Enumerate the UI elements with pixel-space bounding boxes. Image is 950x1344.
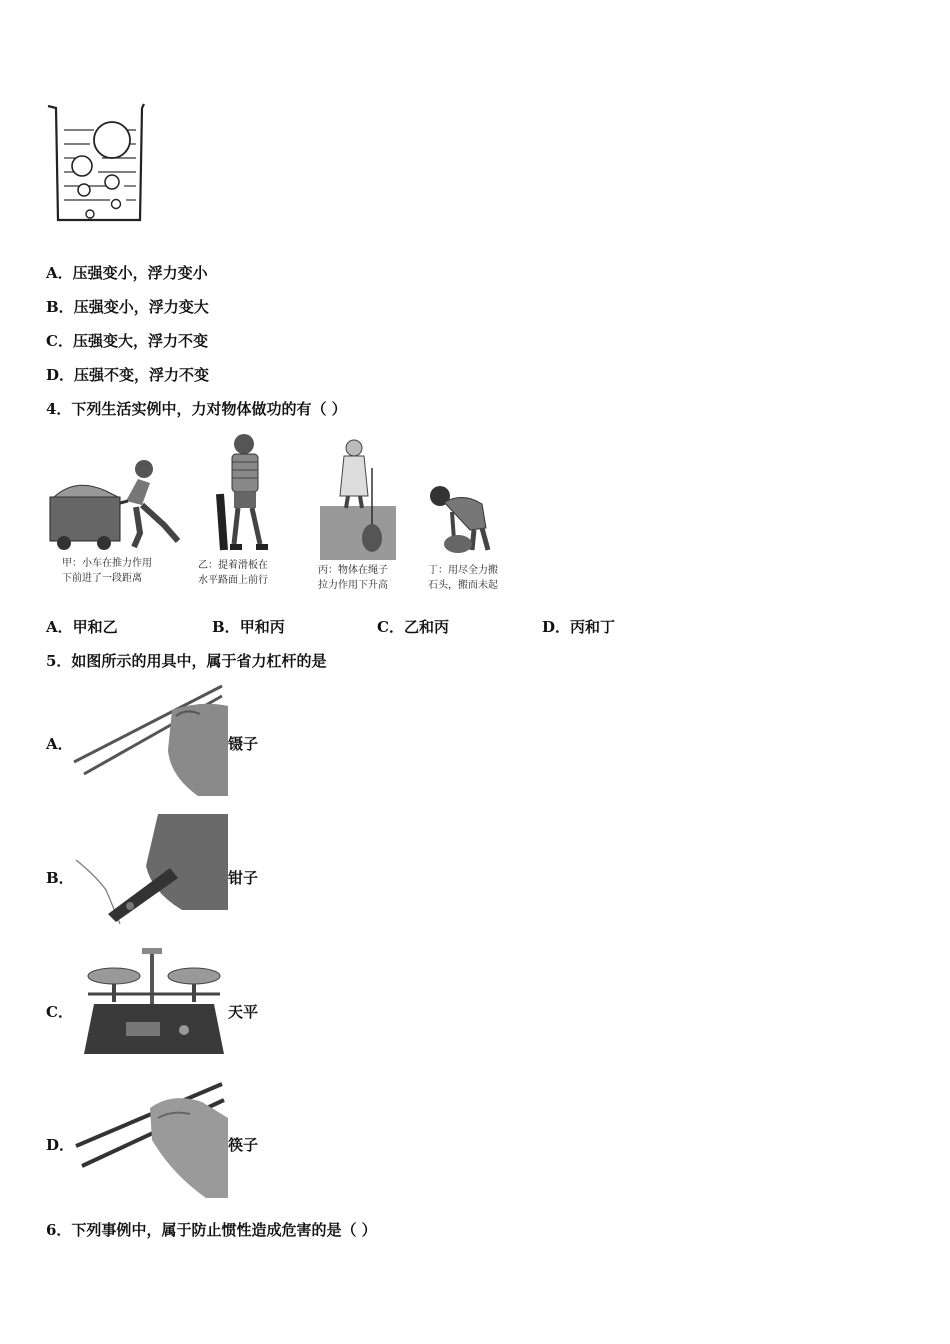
caption-line: 石头，搬而未起 — [428, 580, 498, 591]
option-text: 压强变小，浮力变小 — [72, 264, 208, 282]
option-letter: D． — [46, 366, 75, 384]
chopsticks-photo — [72, 1078, 228, 1198]
option-letter: B． — [46, 298, 74, 316]
cart-push-illustration — [46, 455, 186, 553]
option-text: 乙和丙 — [403, 618, 449, 636]
option-text: 甲和丙 — [239, 618, 285, 636]
q5-option-d-letter: D． — [46, 1136, 75, 1154]
caption-yi — [198, 558, 268, 588]
caption-line: 拉力作用下升高 — [318, 580, 388, 591]
option-letter: C． — [377, 618, 404, 636]
q6-stem: 6．下列事例中，属于防止惯性造成危害的是（ ） — [46, 1221, 377, 1239]
tweezers-photo — [72, 680, 228, 796]
q4-stem: 4．下列生活实例中，力对物体做功的有（ ） — [46, 400, 347, 418]
option-text: 压强变小，浮力变大 — [73, 298, 209, 316]
q5-option-b-name: 钳子 — [228, 869, 259, 887]
caption-line: 丙：物体在绳子 — [318, 565, 388, 576]
pliers-photo — [72, 812, 228, 930]
q3-option-c — [46, 330, 208, 351]
girl-lifting-stone-illustration — [424, 482, 502, 554]
q5-option-d-name: 筷子 — [228, 1136, 259, 1154]
old-man-rope-illustration — [318, 438, 398, 560]
q4-option-d — [542, 616, 615, 637]
option-letter: A． — [46, 264, 73, 282]
option-letter: C． — [46, 332, 73, 350]
option-text: 甲和乙 — [72, 618, 118, 636]
q3-option-b — [46, 296, 209, 317]
caption-line: 乙：提着滑板在 — [198, 560, 268, 571]
caption-line: 甲：小车在推力作用 — [62, 558, 152, 569]
caption-bing — [318, 563, 388, 593]
walking-boy-skateboard-illustration — [212, 432, 282, 556]
q5-stem: 5．如图所示的用具中，属于省力杠杆的是 — [46, 652, 327, 670]
beaker-bubbles-figure — [44, 100, 148, 226]
caption-line: 水平路面上前行 — [198, 575, 268, 586]
caption-line: 下前进了一段距离 — [62, 573, 142, 584]
caption-line: 丁：用尽全力搬 — [428, 565, 498, 576]
q4-option-a — [46, 616, 118, 637]
caption-jia — [62, 556, 152, 586]
caption-ding — [428, 563, 498, 593]
q4-option-b — [212, 616, 285, 637]
q3-option-a — [46, 262, 208, 283]
q5-option-c-name: 天平 — [228, 1003, 259, 1021]
option-letter: A． — [46, 618, 73, 636]
option-text: 丙和丁 — [570, 618, 616, 636]
option-text: 压强变大，浮力不变 — [72, 332, 208, 350]
option-text: 压强不变，浮力不变 — [74, 366, 210, 384]
option-letter: B． — [212, 618, 240, 636]
q3-option-d — [46, 364, 209, 385]
q5-option-c-letter: C． — [46, 1003, 73, 1021]
balance-scale-photo — [80, 946, 228, 1060]
q5-option-a-name: 镊子 — [228, 735, 259, 753]
option-letter: D． — [542, 618, 571, 636]
q5-option-a-letter: A． — [46, 735, 73, 753]
q4-option-c — [377, 616, 449, 637]
q5-option-b-letter: B． — [46, 869, 74, 887]
